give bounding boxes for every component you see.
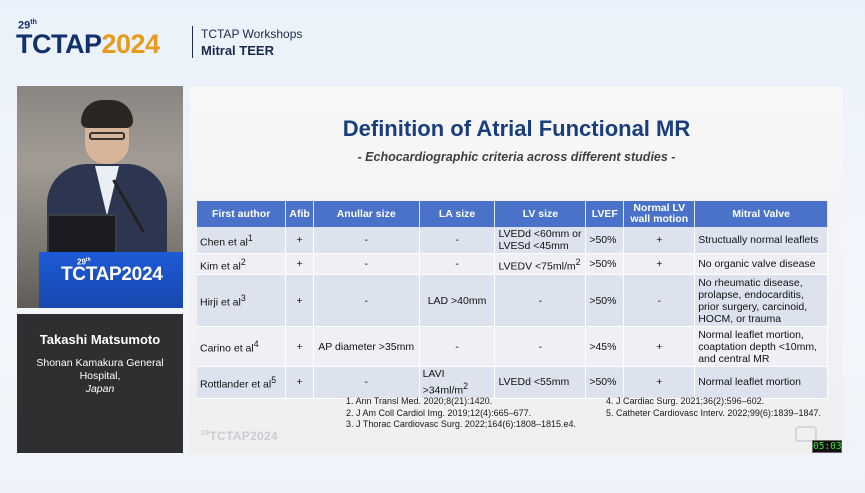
slide-subtitle: - Echocardiographic criteria across different studies - — [357, 150, 676, 164]
cell-author: Hirji et $al^3$ — [197, 275, 286, 327]
speaker-namecard — [17, 314, 183, 453]
cell-wall: + — [624, 327, 695, 367]
speaker-video — [17, 86, 183, 308]
cell-author: Carino et $al^4$ — [197, 327, 286, 367]
logo-wordmark: TCTAP2024 — [16, 29, 160, 59]
speaker-glasses — [89, 132, 125, 140]
cell-afib: + — [286, 227, 313, 254]
cell-lv: LVEDV $<75ml/m^2$ — [495, 254, 586, 275]
cell-la: - — [419, 254, 495, 275]
podium-edition: 29th — [77, 257, 91, 267]
slide-title: Definition of Atrial Functional MR — [342, 116, 691, 141]
cell-author: Chen et $al^1$ — [197, 227, 286, 254]
reference-item: 3. J Thorac Cardiovasc Surg. 2022;164(6):1808–1815.e4. — [346, 419, 576, 429]
cell-wall: + — [624, 254, 695, 275]
session-series: TCTAP Workshops — [201, 26, 303, 41]
cell-lvef: >45% — [586, 327, 624, 367]
cell-lv: - — [495, 275, 586, 327]
cell-mv: No organic valve disease — [695, 254, 828, 275]
cell-afib: + — [286, 367, 313, 399]
cell-anullar: - — [313, 275, 419, 327]
table-row — [197, 254, 828, 275]
col-wall-motion: Normal LV wall motion — [624, 201, 695, 227]
references-left — [346, 396, 576, 431]
col-la-size: LA size — [419, 201, 495, 227]
reference-item: 5. Catheter Cardiovasc Interv. 2022;99(6):1839–1847. — [606, 407, 821, 418]
col-lvef: LVEF — [586, 201, 624, 227]
reference-item: 4. J Cardiac Surg. 2021;36(2):596–602. — [606, 396, 765, 406]
reference-item: 1. Ann Transl Med. 2020;8(21):1420. — [346, 396, 493, 406]
cell-lvef: >50% — [586, 254, 624, 275]
header-divider — [192, 26, 193, 58]
col-lv-size: LV size — [495, 201, 586, 227]
cell-mv: Structually normal leaflets — [695, 227, 828, 254]
cell-anullar: - — [313, 367, 419, 399]
col-mitral-valve: Mitral Valve — [695, 201, 828, 227]
cell-lvef: >50% — [586, 275, 624, 327]
table-header-row — [197, 201, 828, 227]
speaker-hair — [81, 100, 133, 128]
table-row — [197, 367, 828, 399]
session-timer: 05:03 — [813, 441, 842, 452]
cell-afib: + — [286, 327, 313, 367]
cell-anullar: - — [313, 254, 419, 275]
criteria-table — [197, 201, 828, 399]
cell-author: Kim et $al^2$ — [197, 254, 286, 275]
cell-la: - — [419, 227, 495, 254]
table-row — [197, 227, 828, 254]
table-row — [197, 327, 828, 367]
cell-author: Rottlander et $al^5$ — [197, 367, 286, 399]
col-anullar-size: Anullar size — [313, 201, 419, 227]
cell-la: - — [419, 327, 495, 367]
cell-mv: No rheumatic disease, prolapse, endocarditis, prior surgery, carcinoid, HOCM, or trauma — [695, 275, 828, 327]
session-info — [201, 27, 302, 58]
cell-lv: LVEDd <60mm or LVESd <45mm — [495, 227, 586, 254]
cell-mv: Normal leaflet mortion — [695, 367, 828, 399]
reference-item: 2. J Am Coll Cardiol Img. 2019;12(4):665–677. — [346, 407, 532, 418]
slide-watermark: $^{29}$TCTAP2024 — [201, 429, 278, 443]
cell-lvef: >50% — [586, 367, 624, 399]
laptop — [47, 214, 117, 254]
cell-lvef: >50% — [586, 227, 624, 254]
col-afib: Afib — [286, 201, 313, 227]
header — [16, 18, 302, 62]
speaker-name: Takashi Matsumoto — [39, 332, 161, 347]
cell-afib: + — [286, 254, 313, 275]
presentation-slide — [190, 86, 843, 454]
cell-mv: Normal leaflet mortion, coaptation depth <10mm, and central MR — [695, 327, 828, 367]
cell-anullar: - — [313, 227, 419, 254]
table-row — [197, 275, 828, 327]
references-right — [606, 396, 821, 419]
speaker-affiliation: Shonan Kamakura General Hospital, — [36, 357, 164, 382]
cell-la: LAVI $>34ml/m^2$ — [419, 367, 495, 399]
logo-edition: 29th — [18, 19, 37, 32]
cell-anullar: AP diameter >35mm — [313, 327, 419, 367]
tctap-logo — [16, 19, 184, 61]
cell-la: LAD >40mm — [419, 275, 495, 327]
podium-logo: TCTAP2024 — [61, 264, 163, 285]
cell-wall: - — [624, 275, 695, 327]
podium — [39, 252, 183, 308]
session-title: Mitral TEER — [201, 42, 274, 58]
cell-lv: - — [495, 327, 586, 367]
speaker-country: Japan — [85, 383, 115, 395]
cell-lv: LVEDd <55mm — [495, 367, 586, 399]
cell-wall: + — [624, 227, 695, 254]
cell-afib: + — [286, 275, 313, 327]
cell-wall: + — [624, 367, 695, 399]
col-first-author: First author — [197, 201, 286, 227]
